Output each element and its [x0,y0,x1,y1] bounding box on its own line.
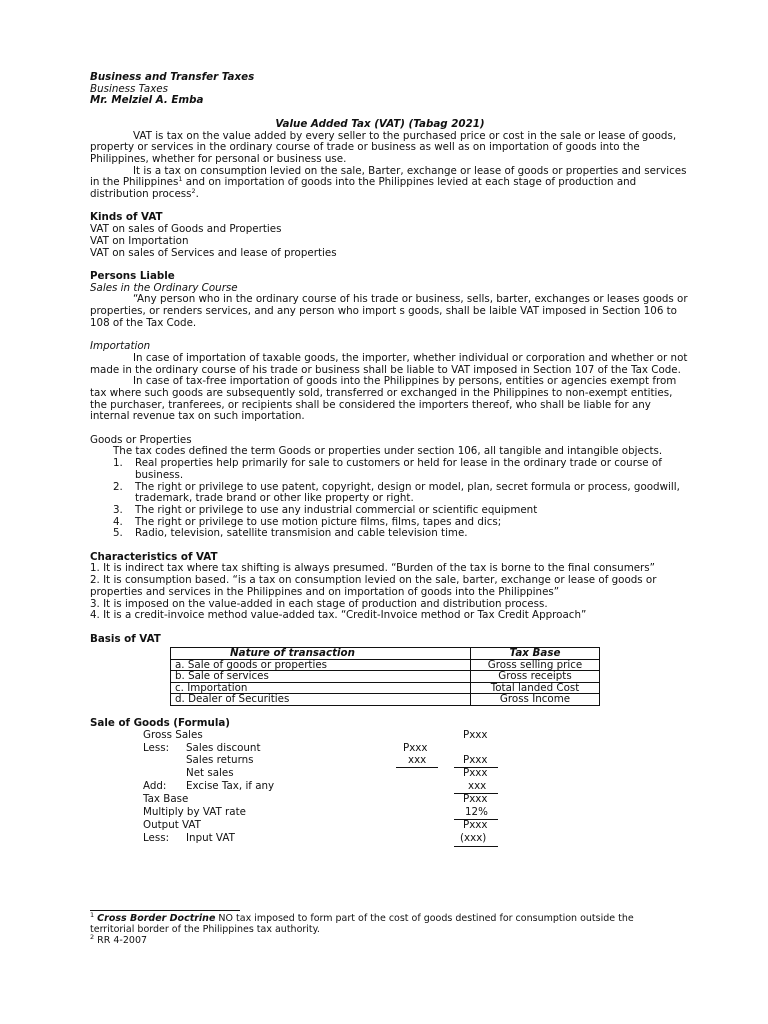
formula-excise-tax: Excise Tax, if any [186,780,275,793]
persons-heading: Persons Liable [90,269,175,282]
table-cell: Gross Income [471,694,600,706]
kinds-heading: Kinds of VAT [90,211,163,224]
table-cell: c. Importation [171,682,471,694]
table-row [171,694,600,706]
list-item: 5. Radio, television, satellite transmision and cable television time. [113,527,468,540]
column-header-tax-base: Tax Base [471,648,600,660]
persons-subheading-sales: Sales in the Ordinary Course [90,281,238,294]
formula-value: xxx [468,780,487,793]
formula-tax-base: Tax Base [143,793,189,806]
list-item: 2. The right or privilege to use patent, copyright, design or model, plan, secret formula or process, goodwill, trademark, trade brand or other like property or right. [113,480,680,505]
formula-output-vat: Output VAT [143,819,201,832]
formula-value: Pxxx [463,767,488,780]
table-row [171,682,600,694]
formula-vat-rate: Multiply by VAT rate [143,806,246,819]
formula-less-label: Less: [143,832,170,845]
formula-input-vat: Input VAT [186,832,235,845]
intro-paragraph-1: VAT is tax on the value added by every seller to the purchased price or cost in the sale or lease of goods, property or services in the ordinary course of trade or business as well as on importation of goods into the Philippines, whether for personal or business use. [90,129,677,165]
formula-value: (xxx) [460,832,487,845]
formula-value: xxx [408,754,427,767]
subtotal-rule [396,767,438,768]
table-cell: d. Dealer of Securities [171,694,471,706]
persons-subheading-importation: Importation [90,340,151,353]
kinds-item: VAT on sales of Services and lease of properties [90,246,337,259]
characteristic-item: 2. It is consumption based. “is a tax on consumption levied on the sale, barter, exchange or lease of goods or properties and services in the Philippines and on importation of goods into the Philippines” [90,574,657,598]
formula-value: Pxxx [463,793,488,806]
list-item: 3. The right or privilege to use any industrial commercial or scientific equipment [113,503,538,516]
footnote-separator [90,910,240,911]
formula-net-sales: Net sales [186,767,234,780]
document-title: Value Added Tax (VAT) (Tabag 2021) [275,117,485,130]
formula-less-label: Less: [143,742,170,755]
table-cell: Gross selling price [471,659,600,671]
table-cell: Gross receipts [471,671,600,683]
goods-paragraph: The tax codes defined the term Goods or properties under section 106, all tangible and intangible objects. [113,445,663,458]
kinds-item: VAT on sales of Goods and Properties [90,223,282,236]
basis-table [170,647,600,706]
formula-value: Pxxx [463,819,488,832]
goods-list [90,458,690,540]
characteristic-item: 1. It is indirect tax where tax shifting is always presumed. “Burden of the tax is borne to the final consumers” [90,562,655,575]
formula-value: Pxxx [403,742,428,755]
persons-sales-paragraph: “Any person who in the ordinary course of his trade or business, sells, barter, exchanges or leases goods or properties, or renders services, and any person who import s goods, shall be laible VAT imposed in Section 106 to 108 of the Tax Code. [90,293,688,329]
footnote-ref-1[interactable]: 1 [178,175,183,184]
course-title: Business and Transfer Taxes [90,71,255,83]
formula-value: Pxxx [463,754,488,767]
footnotes [90,910,680,947]
footnote-ref-2[interactable]: 2 [191,187,196,196]
characteristic-item: 4. It is a credit-invoice method value-added tax. “Credit-Invoice method or Tax Credit Approach” [90,609,587,622]
formula-value: 12% [465,806,488,819]
table-cell: a. Sale of goods or properties [171,659,471,671]
formula-add-label: Add: [143,780,167,793]
table-cell: b. Sale of services [171,671,471,683]
formula-gross-sales: Gross Sales [143,729,203,742]
intro-paragraph-2: It is a tax on consumption levied on the sale, Barter, exchange or lease of goods or properties and services in the Philippines$^1$ and on importation of goods into the Philippines levied at each stage of production and distribution process$^2$. [90,164,687,201]
table-header-row [171,648,600,660]
importation-paragraph-2: In case of tax-free importation of goods into the Philippines by persons, entities or agencies exempt from tax where such goods are subsequently sold, transferred or exchanged in the Philippines to non-exempt entities, the purchaser, tranferees, or recipients shall be considered the importers thereof, who shall be liable for any internal revenue tax on such importation. [90,375,677,423]
formula-sales-discount: Sales discount [186,742,261,755]
basis-heading: Basis of VAT [90,632,161,645]
total-rule [454,846,498,847]
kinds-item: VAT on Importation [90,234,189,247]
list-item: 1. Real properties help primarily for sale to customers or held for lease in the ordinary trade or course of business. [113,457,662,481]
table-cell: Total landed Cost [471,682,600,694]
formula-value: Pxxx [463,729,488,742]
author-name: Mr. Melziel A. Emba [90,94,204,107]
formula-block [90,730,690,848]
footnote-2: $^2$ RR 4-2007 [90,933,148,947]
subject-title: Business Taxes [90,82,168,95]
formula-sales-returns: Sales returns [186,754,254,767]
goods-heading: Goods or Properties [90,433,192,446]
table-row [171,659,600,671]
table-row [171,671,600,683]
list-item: 4. The right or privilege to use motion picture films, films, tapes and dics; [113,515,502,528]
formula-heading: Sale of Goods (Formula) [90,716,231,729]
column-header-nature: Nature of transaction [171,648,471,660]
characteristic-item: 3. It is imposed on the value-added in each stage of production and distribution process. [90,597,548,610]
footnote-1: $^1$ Cross Border Doctrine NO tax imposed to form part of the cost of goods destined for consumption outside the territorial border of the Philippines tax authority. [90,911,634,936]
document-page [90,72,690,848]
importation-paragraph-1: In case of importation of taxable goods, the importer, whether individual or corporation and whether or not made in the ordinary course of his trade or business shall be liable to VAT imposed in Section 107 of the Tax Code. [90,351,688,376]
characteristics-heading: Characteristics of VAT [90,550,218,563]
